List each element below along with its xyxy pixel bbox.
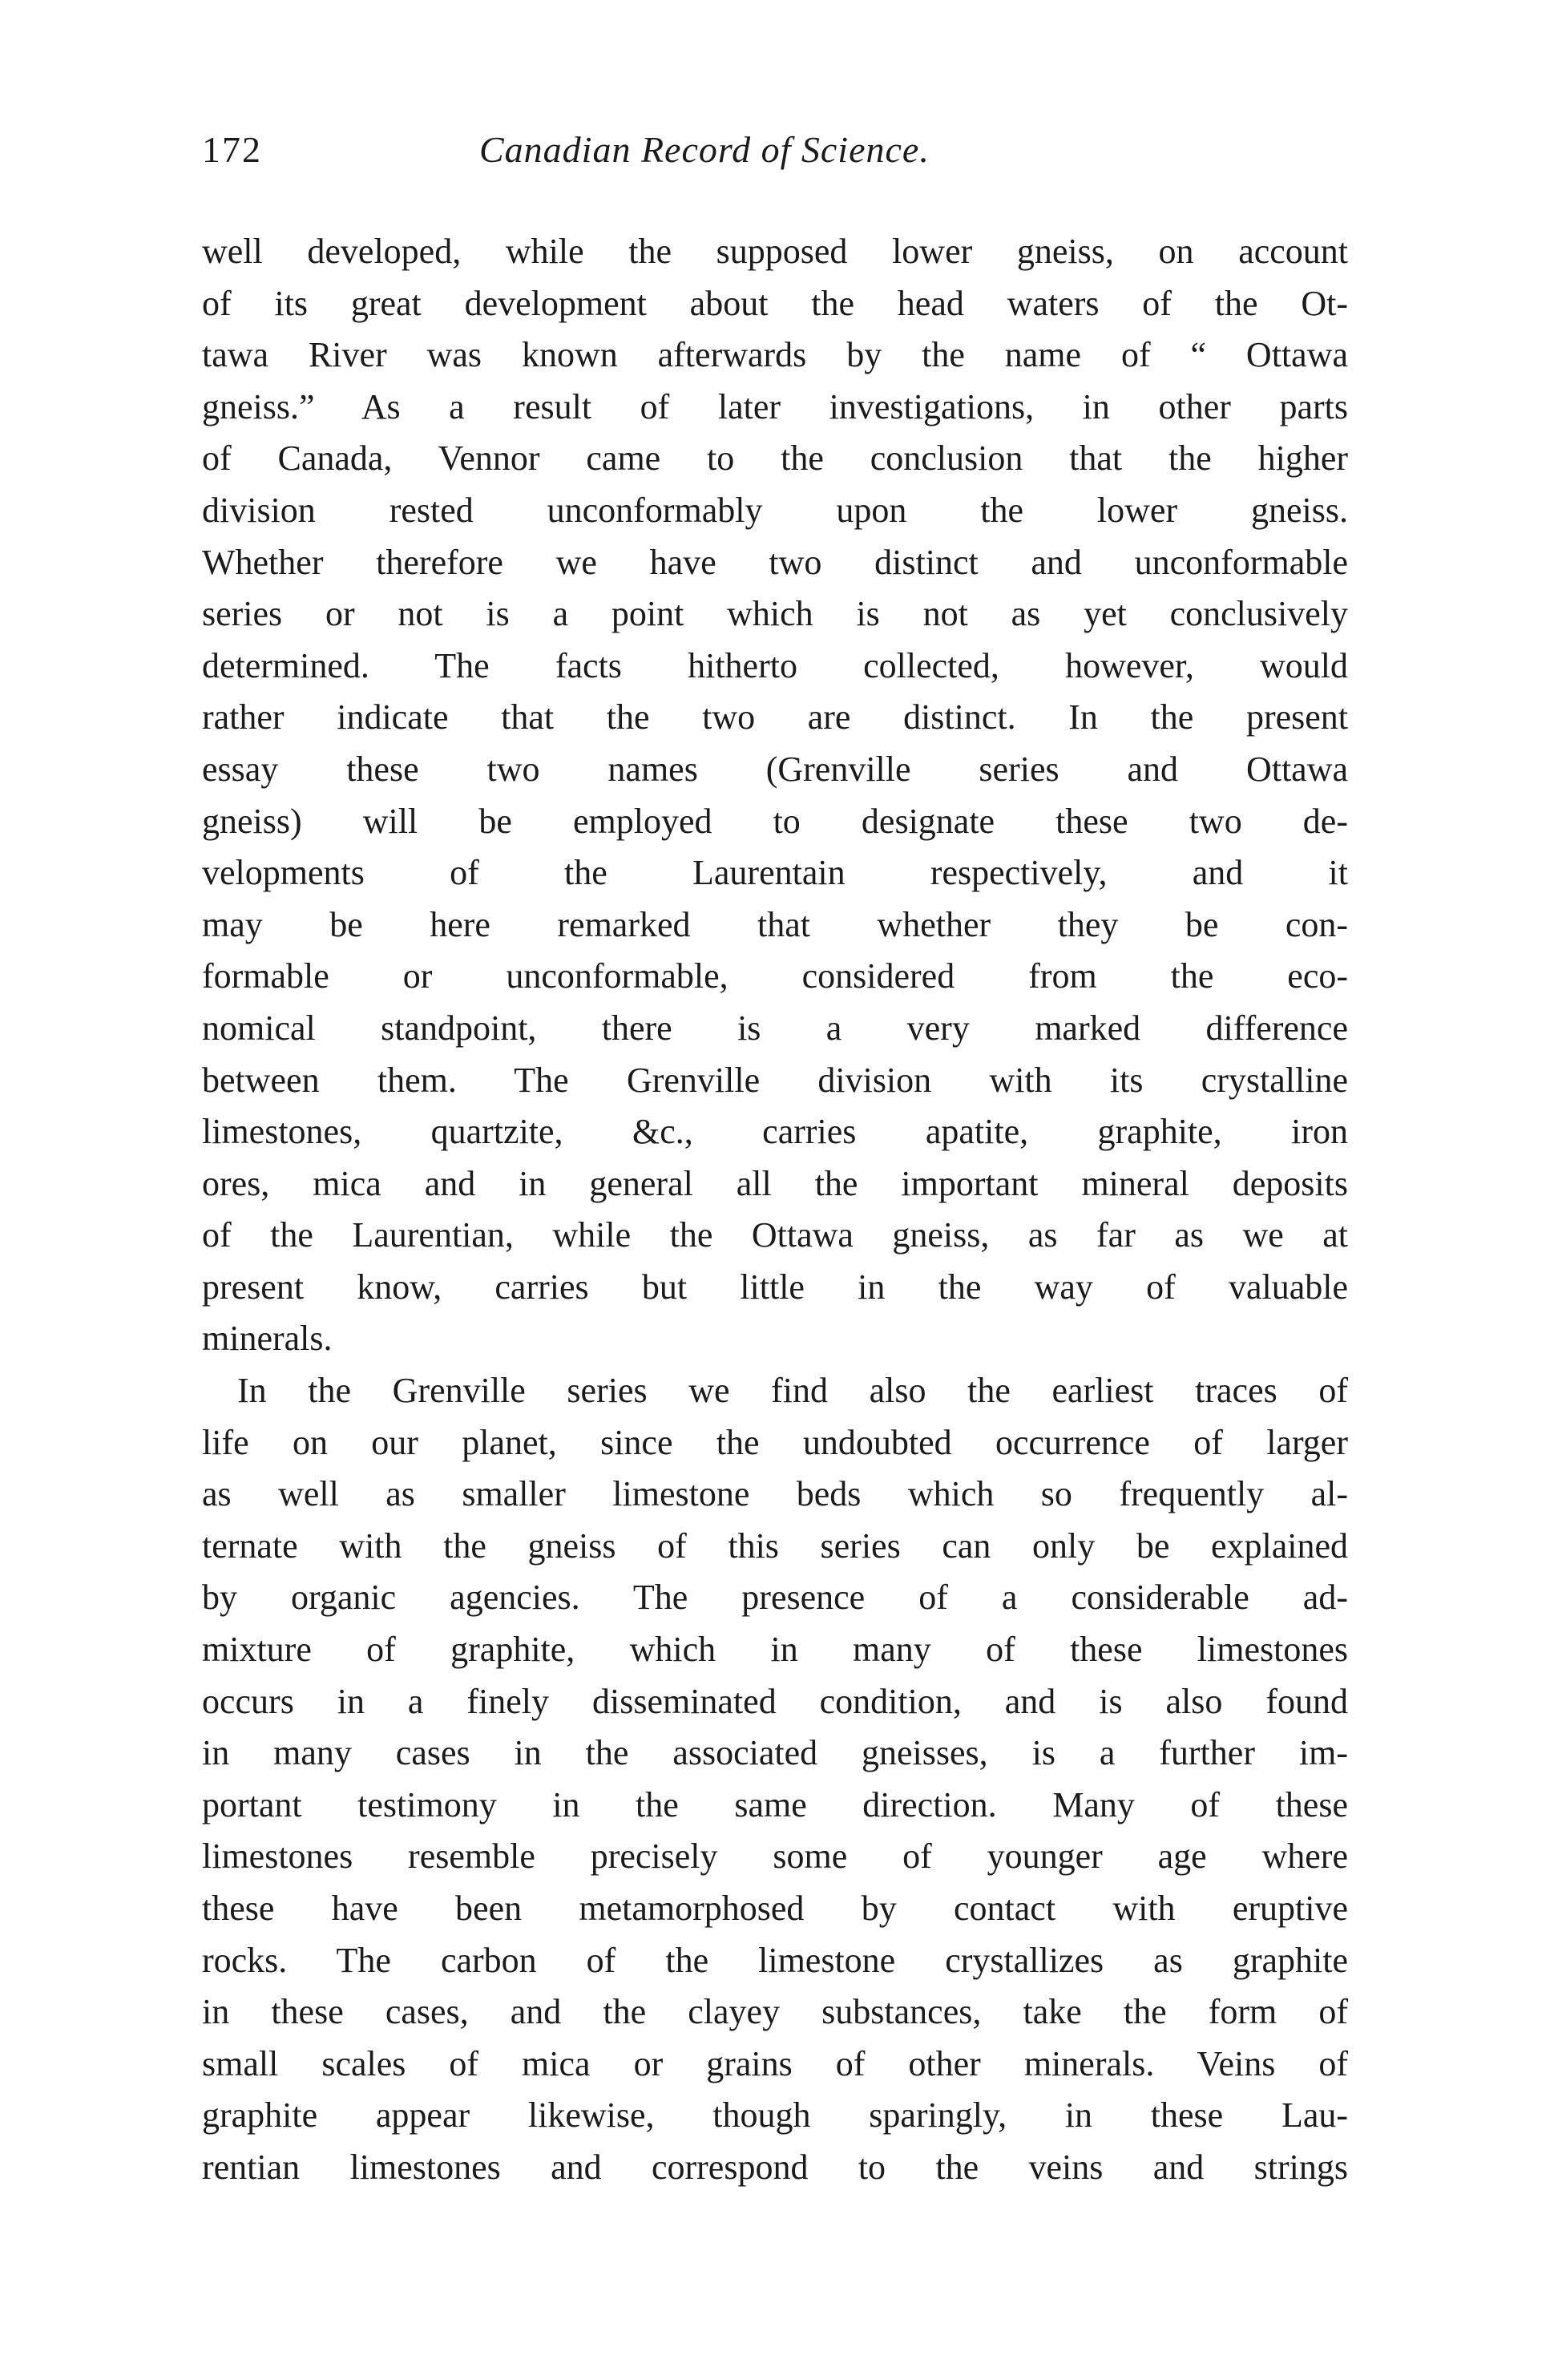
text-line: essay these two names (Grenville series and Ottawa: [202, 749, 1348, 789]
text-line: rather indicate that the two are distinct. In the present: [202, 697, 1348, 737]
text-line: well developed, while the supposed lower gneiss, on account: [202, 232, 1348, 271]
page-number: 172: [202, 129, 262, 170]
text-line: of the Laurentian, while the Ottawa gneiss, as far as we at: [202, 1215, 1348, 1255]
text-line: present know, carries but little in the way of valuable: [202, 1267, 1348, 1307]
text-line: In the Grenville series we find also the earliest traces of: [237, 1371, 1348, 1411]
text-line: mixture of graphite, which in many of these limestones: [202, 1630, 1348, 1670]
text-line: series or not is a point which is not as yet conclusively: [202, 594, 1348, 634]
text-line: tawa River was known afterwards by the name of “ Ottawa: [202, 335, 1348, 375]
text-line: determined. The facts hitherto collected, however, would: [202, 645, 1348, 685]
text-line: in these cases, and the clayey substances, take the form of: [202, 1992, 1348, 2032]
text-line: limestones, quartzite, &c., carries apatite, graphite, iron: [202, 1112, 1348, 1152]
text-line: velopments of the Laurentain respectively, and it: [202, 853, 1348, 893]
text-line: gneiss) will be employed to designate these two de-: [202, 801, 1348, 841]
text-line: life on our planet, since the undoubted occurrence of larger: [202, 1422, 1348, 1462]
text-line: ores, mica and in general all the important mineral deposits: [202, 1163, 1348, 1203]
text-line: formable or unconformable, considered from the eco-: [202, 956, 1348, 996]
text-line: Whether therefore we have two distinct and unconformable: [202, 542, 1348, 582]
text-line: of its great development about the head waters of the Ot-: [202, 283, 1348, 323]
text-line: by organic agencies. The presence of a considerable ad-: [202, 1578, 1348, 1618]
text-line: graphite appear likewise, though sparingly, in these Lau-: [202, 2095, 1348, 2136]
text-line: small scales of mica or grains of other minerals. Veins of: [202, 2043, 1348, 2083]
text-line: nomical standpoint, there is a very marked difference: [202, 1008, 1348, 1048]
text-line: these have been metamorphosed by contact with eruptive: [202, 1889, 1348, 1928]
text-line: rentian limestones and correspond to the veins and strings: [202, 2147, 1348, 2187]
text-line: ternate with the gneiss of this series can only be explained: [202, 1525, 1348, 1566]
text-line: limestones resemble precisely some of younger age where: [202, 1837, 1348, 1877]
text-line: occurs in a finely disseminated condition, and is also found: [202, 1681, 1348, 1721]
text-line: in many cases in the associated gneisses, is a further im-: [202, 1733, 1348, 1773]
text-line: rocks. The carbon of the limestone crystallizes as graphite: [202, 1940, 1348, 1980]
body-text: [202, 226, 1348, 2194]
text-line: between them. The Grenville division with its crystalline: [202, 1060, 1348, 1100]
text-line: may be here remarked that whether they be con-: [202, 904, 1348, 944]
text-line: division rested unconformably upon the lower gneiss.: [202, 490, 1348, 530]
running-head: [202, 120, 1348, 184]
text-line: portant testimony in the same direction. Many of these: [202, 1784, 1348, 1824]
book-page: [202, 120, 1348, 2194]
journal-title: Canadian Record of Science.: [479, 129, 930, 170]
text-line: gneiss.” As a result of later investigations, in other parts: [202, 386, 1348, 426]
text-line: minerals.: [202, 1319, 333, 1359]
text-line: of Canada, Vennor came to the conclusion that the higher: [202, 438, 1348, 479]
text-line: as well as smaller limestone beds which so frequently al-: [202, 1474, 1348, 1514]
